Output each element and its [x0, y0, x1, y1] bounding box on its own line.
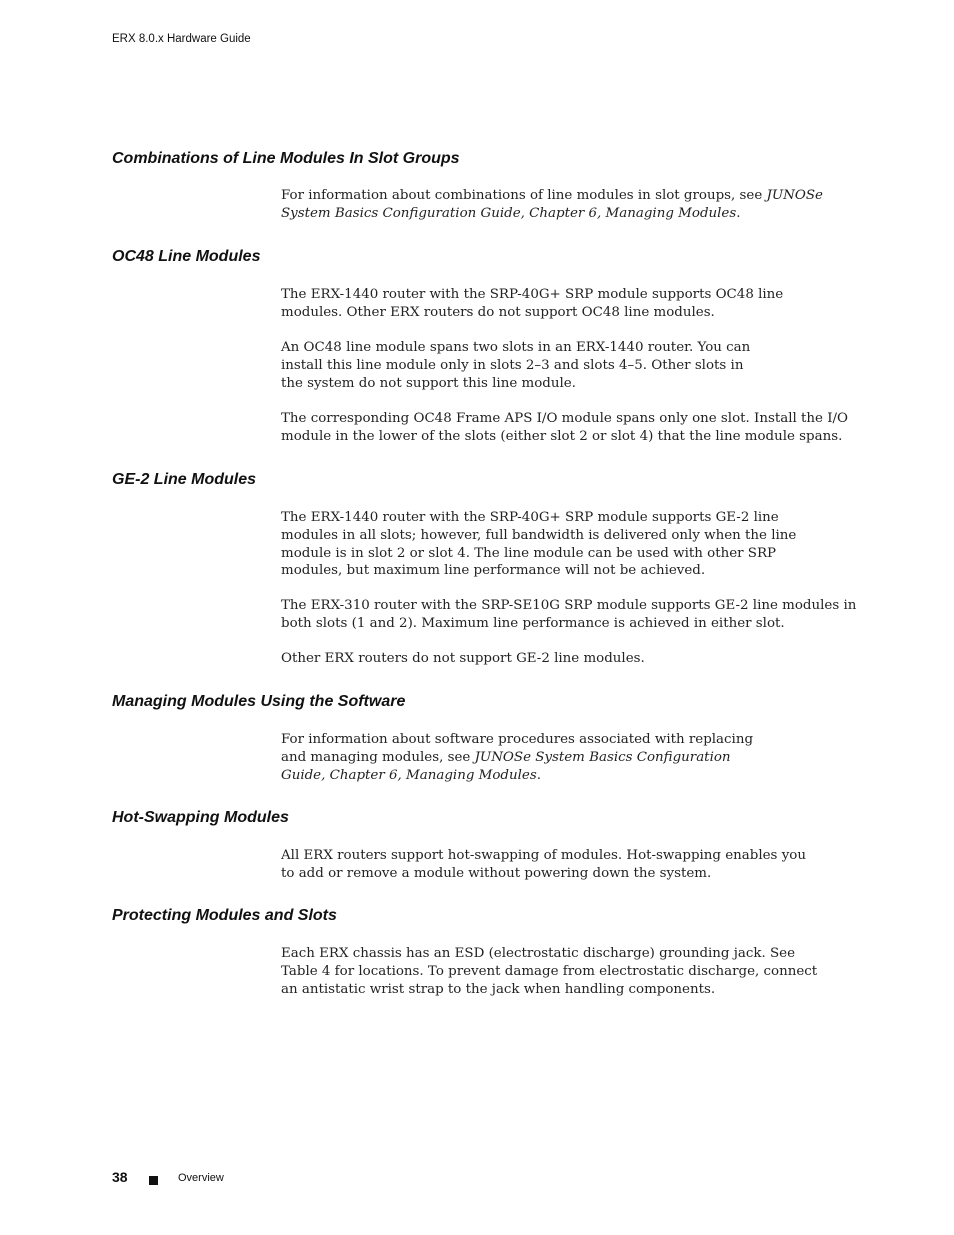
section-heading-hot-swapping: Hot-Swapping Modules: [112, 809, 289, 826]
running-header: ERX 8.0.x Hardware Guide: [112, 33, 251, 45]
paragraph-ge2-erx1440: The ERX-1440 router with the SRP-40G+ SRP module supports GE-2 line modules in all slots; however, full bandwidth is delivered only when the line module is in slot 2 or slot 4. The line module can be used with other SRP modules, but maximum line performance will not be achieved.: [281, 510, 797, 579]
section-heading-protecting: Protecting Modules and Slots: [112, 907, 337, 924]
section-heading-software: Managing Modules Using the Software: [112, 693, 406, 710]
paragraph-protecting: Each ERX chassis has an ESD (electrostatic discharge) grounding jack. See Table 4 for locations. To prevent damage from electrostatic discharge, connect an antistatic wrist strap to the jack when handling components.: [281, 946, 818, 997]
paragraph-hot-swapping: All ERX routers support hot-swapping of modules. Hot-swapping enables you to add or remove a module without powering down the system.: [281, 848, 806, 881]
section-heading-ge2: GE-2 Line Modules: [112, 471, 257, 488]
paragraph-slot-groups: For information about combinations of line modules in slot groups, see JUNOSe System Basics Configuration Guide, Chapter 6, Managing Modules.: [281, 188, 823, 221]
page-number: 38: [112, 1169, 128, 1185]
paragraph-ge2-erx310: The ERX-310 router with the SRP-SE10G SRP module supports GE-2 line modules in both slots (1 and 2). Maximum line performance is achieved in either slot.: [281, 598, 857, 631]
section-heading-oc48: OC48 Line Modules: [112, 248, 261, 265]
paragraph-ge2-other: Other ERX routers do not support GE-2 line modules.: [281, 651, 645, 666]
paragraph-oc48-slots: An OC48 line module spans two slots in an ERX-1440 router. You can install this line module only in slots 2–3 and slots 4–5. Other slots in the system do not support this line module.: [281, 340, 751, 391]
square-bullet-icon: [149, 1176, 158, 1185]
footer-section-name: Overview: [178, 1172, 224, 1184]
paragraph-oc48-io-module: The corresponding OC48 Frame APS I/O module spans only one slot. Install the I/O module in the lower of the slots (either slot 2 or slot 4) that the line module spans.: [281, 411, 848, 444]
paragraph-oc48-support: The ERX-1440 router with the SRP-40G+ SRP module supports OC48 line modules. Other ERX routers do not support OC48 line modules.: [281, 287, 784, 320]
paragraph-software: For information about software procedures associated with replacing and managing modules, see JUNOSe System Basics Configuration Guide, Chapter 6, Managing Modules.: [281, 732, 754, 783]
section-heading-slot-groups: Combinations of Line Modules In Slot Groups: [112, 150, 460, 167]
